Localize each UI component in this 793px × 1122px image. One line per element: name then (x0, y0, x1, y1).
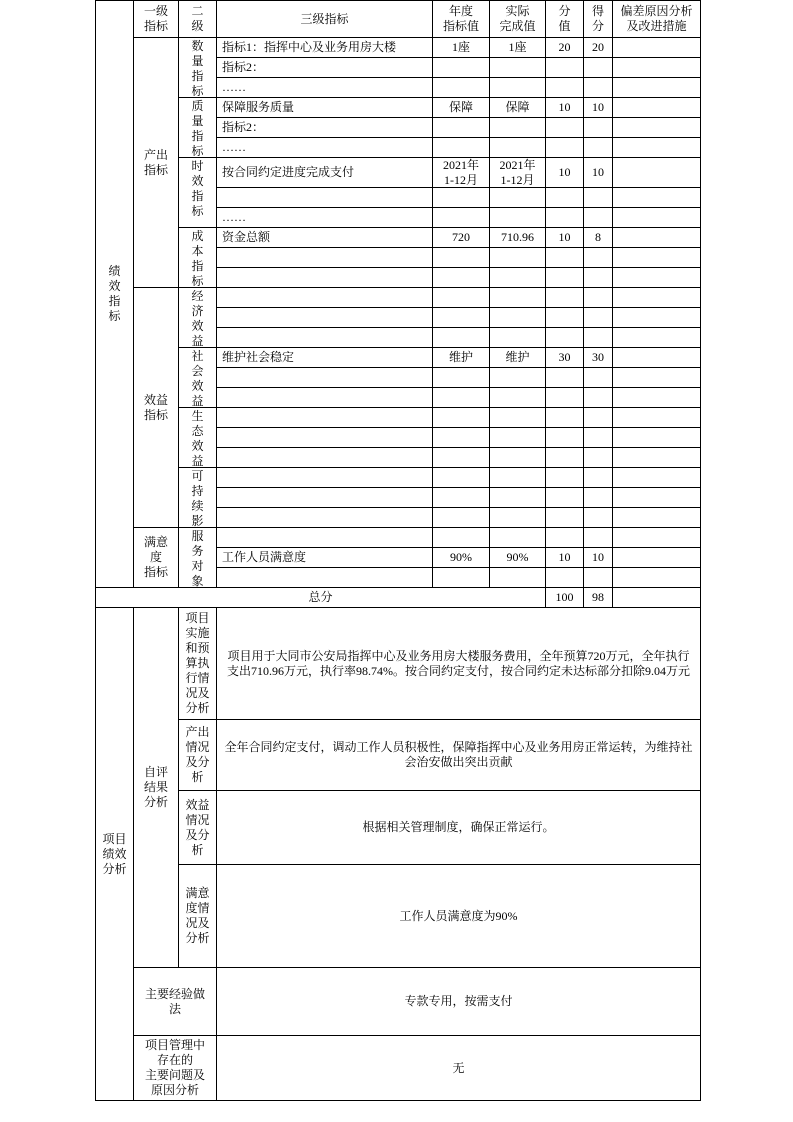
row-6-deviation (612, 137, 701, 158)
output-analysis-label (178, 719, 217, 791)
row-21-points (545, 447, 584, 468)
header-deviation-text: 偏差原因分析 及改进措施 (620, 4, 693, 33)
row-12-target (432, 267, 490, 288)
row-15-actual (489, 327, 546, 348)
header-annual-target-text: 年度 指标值 (442, 4, 479, 33)
row-24-indicator (216, 507, 433, 528)
row-5-deviation (612, 117, 701, 138)
row-9-target (432, 207, 490, 228)
row-17-indicator (216, 367, 433, 388)
header-level3-text: 三级指标 (300, 11, 349, 26)
row-6-points (545, 137, 584, 158)
l1-benefit-text: 效益 指标 (143, 392, 168, 422)
row-16-indicator (216, 347, 433, 368)
row-7-target (432, 157, 490, 188)
row-23-indicator (216, 487, 433, 508)
l2-cost-text: 成 本 指 标 (191, 229, 204, 288)
row-8-points (545, 187, 584, 208)
l1-satisfaction (133, 527, 179, 588)
row-27-target (432, 567, 490, 588)
row-25-indicator (216, 527, 433, 548)
header-score (583, 0, 613, 38)
row-20-target (432, 427, 490, 448)
row-4-target (432, 97, 490, 118)
row-21-target (432, 447, 490, 468)
row-27-deviation (612, 567, 701, 588)
row-6-indicator (216, 137, 433, 158)
header-level1-text: 一级 指标 (143, 4, 168, 33)
row-22-indicator (216, 467, 433, 488)
total-label (95, 587, 546, 608)
row-13-actual (489, 287, 546, 308)
row-2-actual (489, 57, 546, 78)
problems-text-text: 无 (452, 1060, 465, 1075)
row-12-points (545, 267, 584, 288)
l2-eco (178, 407, 217, 468)
row-22-points (545, 467, 584, 488)
output-analysis-text-text: 全年合同约定支付，调动工作人员积极性，保障指挥中心及业务用房正常运转，为维持社会治安做出突出贡献 (224, 740, 693, 769)
row-16-actual (489, 347, 546, 368)
l2-quantity-text: 数 量 指 标 (191, 39, 204, 98)
header-points (545, 0, 584, 38)
row-5-target (432, 117, 490, 138)
row-8-deviation (612, 187, 701, 208)
l2-quantity (178, 37, 217, 98)
row-23-score (583, 487, 613, 508)
row-3-score (583, 77, 613, 98)
row-9-indicator (216, 207, 433, 228)
header-points-text: 分 值 (558, 4, 571, 33)
row-3-actual (489, 77, 546, 98)
l1-satisfaction-text: 满意 度 指标 (143, 535, 168, 579)
row-11-actual (489, 247, 546, 268)
row-11-deviation (612, 247, 701, 268)
row-24-score (583, 507, 613, 528)
row-18-target (432, 387, 490, 408)
l1-output-text: 产出 指标 (143, 147, 168, 177)
row-7-target-text: 2021年 1-12月 (442, 157, 479, 187)
self-eval-label-text: 自评 结果 分析 (143, 765, 168, 809)
row-13-target (432, 287, 490, 308)
row-24-target (432, 507, 490, 528)
row-11-score (583, 247, 613, 268)
row-7-points-text: 10 (558, 165, 571, 179)
satisfaction-analysis-label-text: 满意 度情 况及 分析 (185, 886, 210, 945)
row-13-deviation (612, 287, 701, 308)
row-6-score (583, 137, 613, 158)
header-actual-text: 实际 完成值 (499, 4, 536, 33)
row-19-target (432, 407, 490, 428)
row-8-indicator (216, 187, 433, 208)
row-2-target (432, 57, 490, 78)
row-26-target (432, 547, 490, 568)
row-10-points (545, 227, 584, 248)
row-4-deviation (612, 97, 701, 118)
row-15-deviation (612, 327, 701, 348)
row-19-deviation (612, 407, 701, 428)
row-8-actual (489, 187, 546, 208)
row-18-actual (489, 387, 546, 408)
row-10-indicator-text: 资金总额 (222, 230, 271, 244)
row-1-target-text: 1座 (451, 40, 470, 54)
row-11-target (432, 247, 490, 268)
row-4-points-text: 10 (558, 100, 571, 114)
row-10-target (432, 227, 490, 248)
l2-social-text: 社 会 效 益 (191, 349, 204, 408)
row-1-indicator-text: 指标1：指挥中心及业务用房大楼 (222, 40, 397, 54)
total-score-text: 98 (592, 590, 604, 604)
row-25-target (432, 527, 490, 548)
row-1-indicator (216, 37, 433, 58)
row-9-points (545, 207, 584, 228)
row-22-actual (489, 467, 546, 488)
satisfaction-analysis-text (216, 864, 701, 968)
experience-text-text: 专款专用，按需支付 (404, 994, 513, 1008)
l2-time (178, 157, 217, 228)
row-16-deviation (612, 347, 701, 368)
row-5-indicator (216, 117, 433, 138)
row-23-target (432, 487, 490, 508)
benefit-analysis-text-text: 根据相关管理制度，确保正常运行。 (362, 820, 555, 834)
l2-time-text: 时 效 指 标 (191, 159, 204, 218)
row-15-points (545, 327, 584, 348)
row-2-deviation (612, 57, 701, 78)
row-7-actual-text: 2021年 1-12月 (499, 157, 536, 187)
row-14-indicator (216, 307, 433, 328)
row-7-score (583, 157, 613, 188)
row-12-score (583, 267, 613, 288)
l2-social (178, 347, 217, 408)
row-17-points (545, 367, 584, 388)
perf-indicator-label (95, 0, 134, 588)
row-3-target (432, 77, 490, 98)
row-18-points (545, 387, 584, 408)
header-level1 (133, 0, 179, 38)
row-20-deviation (612, 427, 701, 448)
row-1-deviation (612, 37, 701, 58)
row-17-actual (489, 367, 546, 388)
row-26-points-text: 10 (558, 550, 571, 564)
l1-output (133, 37, 179, 288)
l2-quality (178, 97, 217, 158)
impl-text (216, 607, 701, 720)
row-18-score (583, 387, 613, 408)
l2-cost (178, 227, 217, 288)
row-6-actual (489, 137, 546, 158)
row-20-indicator (216, 427, 433, 448)
header-score-text: 得 分 (591, 4, 604, 33)
row-22-score (583, 467, 613, 488)
row-23-actual (489, 487, 546, 508)
row-17-deviation (612, 367, 701, 388)
row-18-indicator (216, 387, 433, 408)
row-2-score (583, 57, 613, 78)
row-24-points (545, 507, 584, 528)
row-1-points (545, 37, 584, 58)
l2-economic (178, 287, 217, 348)
row-25-deviation (612, 527, 701, 548)
experience-label-text: 主要经验做 法 (144, 986, 205, 1016)
row-3-indicator-text: …… (222, 80, 246, 94)
satisfaction-analysis-label (178, 864, 217, 968)
row-16-actual-text: 维护 (505, 350, 530, 364)
row-6-target (432, 137, 490, 158)
row-7-deviation (612, 157, 701, 188)
problems-label-text: 项目管理中 存在的 主要问题及 原因分析 (144, 1038, 205, 1097)
row-17-score (583, 367, 613, 388)
row-27-actual (489, 567, 546, 588)
row-10-actual (489, 227, 546, 248)
row-10-points-text: 10 (558, 230, 571, 244)
row-15-indicator (216, 327, 433, 348)
row-13-points (545, 287, 584, 308)
row-14-points (545, 307, 584, 328)
row-16-indicator-text: 维护社会稳定 (222, 350, 295, 364)
row-26-indicator (216, 547, 433, 568)
benefit-analysis-label-text: 效益 情况 及分 析 (185, 797, 210, 857)
row-26-points (545, 547, 584, 568)
row-24-actual (489, 507, 546, 528)
row-10-indicator (216, 227, 433, 248)
row-4-indicator-text: 保障服务质量 (222, 100, 295, 114)
row-19-points (545, 407, 584, 428)
row-12-actual (489, 267, 546, 288)
row-4-actual-text: 保障 (505, 100, 530, 114)
l2-sustain-text: 可 持 续 影 (191, 469, 204, 528)
row-4-actual (489, 97, 546, 118)
row-19-actual (489, 407, 546, 428)
row-16-points-text: 30 (558, 350, 571, 364)
row-20-actual (489, 427, 546, 448)
row-18-deviation (612, 387, 701, 408)
header-actual (489, 0, 546, 38)
row-12-indicator (216, 267, 433, 288)
header-level3 (216, 0, 433, 38)
row-5-actual (489, 117, 546, 138)
total-points-text: 100 (555, 590, 574, 604)
row-12-deviation (612, 267, 701, 288)
row-16-score-text: 30 (592, 350, 604, 364)
row-1-target (432, 37, 490, 58)
row-5-indicator-text: 指标2： (222, 120, 265, 134)
problems-text (216, 1035, 701, 1101)
row-19-score (583, 407, 613, 428)
row-22-target (432, 467, 490, 488)
row-23-deviation (612, 487, 701, 508)
row-26-actual-text: 90% (506, 550, 529, 564)
row-15-target (432, 327, 490, 348)
row-9-deviation (612, 207, 701, 228)
row-10-target-text: 720 (452, 230, 470, 244)
row-23-points (545, 487, 584, 508)
row-8-score (583, 187, 613, 208)
row-21-deviation (612, 447, 701, 468)
row-15-score (583, 327, 613, 348)
row-19-indicator (216, 407, 433, 428)
benefit-analysis-label (178, 790, 217, 865)
satisfaction-analysis-text-text: 工作人员满意度为90% (399, 908, 518, 923)
row-24-deviation (612, 507, 701, 528)
problems-label (133, 1035, 217, 1101)
header-level2 (178, 0, 217, 38)
row-1-points-text: 20 (558, 40, 571, 54)
row-26-score-text: 10 (592, 550, 604, 564)
row-5-points (545, 117, 584, 138)
row-1-score-text: 20 (592, 40, 604, 54)
row-7-indicator (216, 157, 433, 188)
row-2-indicator-text: 指标2： (222, 60, 265, 74)
row-21-indicator (216, 447, 433, 468)
total-label-text: 总分 (308, 590, 333, 604)
row-9-score (583, 207, 613, 228)
row-17-target (432, 367, 490, 388)
row-6-indicator-text: …… (222, 140, 246, 154)
l2-eco-text: 生 态 效 益 (191, 409, 204, 468)
row-16-target-text: 维护 (448, 350, 473, 364)
row-2-points (545, 57, 584, 78)
row-16-score (583, 347, 613, 368)
row-20-score (583, 427, 613, 448)
analysis-label (95, 607, 134, 1101)
row-21-score (583, 447, 613, 468)
header-annual-target (432, 0, 490, 38)
row-27-indicator (216, 567, 433, 588)
benefit-analysis-text (216, 790, 701, 865)
row-21-actual (489, 447, 546, 468)
row-4-points (545, 97, 584, 118)
row-3-indicator (216, 77, 433, 98)
row-10-score (583, 227, 613, 248)
total-points (545, 587, 584, 608)
row-3-points (545, 77, 584, 98)
header-deviation (612, 0, 701, 38)
row-26-indicator-text: 工作人员满意度 (222, 550, 307, 564)
row-14-actual (489, 307, 546, 328)
row-4-score (583, 97, 613, 118)
row-13-score (583, 287, 613, 308)
row-26-deviation (612, 547, 701, 568)
total-deviation (612, 587, 701, 608)
l2-quality-text: 质 量 指 标 (191, 99, 204, 158)
l2-service-text: 服 务 对 象 (191, 529, 204, 588)
row-10-actual-text: 710.96 (501, 230, 534, 244)
row-13-indicator (216, 287, 433, 308)
perf-indicator-label-text: 绩 效 指 标 (108, 264, 121, 323)
output-analysis-text (216, 719, 701, 791)
l2-service (178, 527, 217, 588)
row-25-actual (489, 527, 546, 548)
total-score (583, 587, 613, 608)
l2-sustain (178, 467, 217, 528)
row-25-points (545, 527, 584, 548)
self-eval-label (133, 607, 179, 968)
row-11-indicator (216, 247, 433, 268)
analysis-label-text: 项目 绩效 分析 (102, 831, 127, 876)
row-4-score-text: 10 (592, 100, 604, 114)
row-11-points (545, 247, 584, 268)
row-3-deviation (612, 77, 701, 98)
row-14-deviation (612, 307, 701, 328)
experience-text (216, 967, 701, 1036)
row-27-points (545, 567, 584, 588)
row-9-indicator-text: …… (222, 210, 246, 224)
row-7-actual (489, 157, 546, 188)
row-4-target-text: 保障 (448, 100, 473, 114)
l2-economic-text: 经 济 效 益 (191, 289, 204, 348)
row-1-actual-text: 1座 (508, 40, 527, 54)
row-8-target (432, 187, 490, 208)
row-22-deviation (612, 467, 701, 488)
row-25-score (583, 527, 613, 548)
row-1-score (583, 37, 613, 58)
row-26-score (583, 547, 613, 568)
row-14-score (583, 307, 613, 328)
row-9-actual (489, 207, 546, 228)
row-14-target (432, 307, 490, 328)
row-5-score (583, 117, 613, 138)
impl-label-text: 项目 实施 和预 算执 行情 况及 分析 (185, 611, 210, 715)
row-2-indicator (216, 57, 433, 78)
output-analysis-label-text: 产出 情况 及分 析 (185, 725, 210, 784)
l1-benefit (133, 287, 179, 528)
impl-text-text: 项目用于大同市公安局指挥中心及业务用房大楼服务费用，全年预算720万元，全年执行支出710.96万元，执行率98.74%。按合同约定支付，按合同约定未达标部分扣除9.04万元 (227, 648, 690, 678)
row-16-target (432, 347, 490, 368)
row-7-score-text: 10 (592, 165, 604, 179)
row-4-indicator (216, 97, 433, 118)
row-16-points (545, 347, 584, 368)
row-1-actual (489, 37, 546, 58)
row-7-points (545, 157, 584, 188)
header-level2-text: 二 级 (191, 4, 204, 33)
row-10-score-text: 8 (595, 230, 601, 244)
row-27-score (583, 567, 613, 588)
experience-label (133, 967, 217, 1036)
row-26-actual (489, 547, 546, 568)
impl-label (178, 607, 217, 720)
row-26-target-text: 90% (450, 550, 472, 564)
row-7-indicator-text: 按合同约定进度完成支付 (222, 165, 355, 179)
row-10-deviation (612, 227, 701, 248)
row-20-points (545, 427, 584, 448)
